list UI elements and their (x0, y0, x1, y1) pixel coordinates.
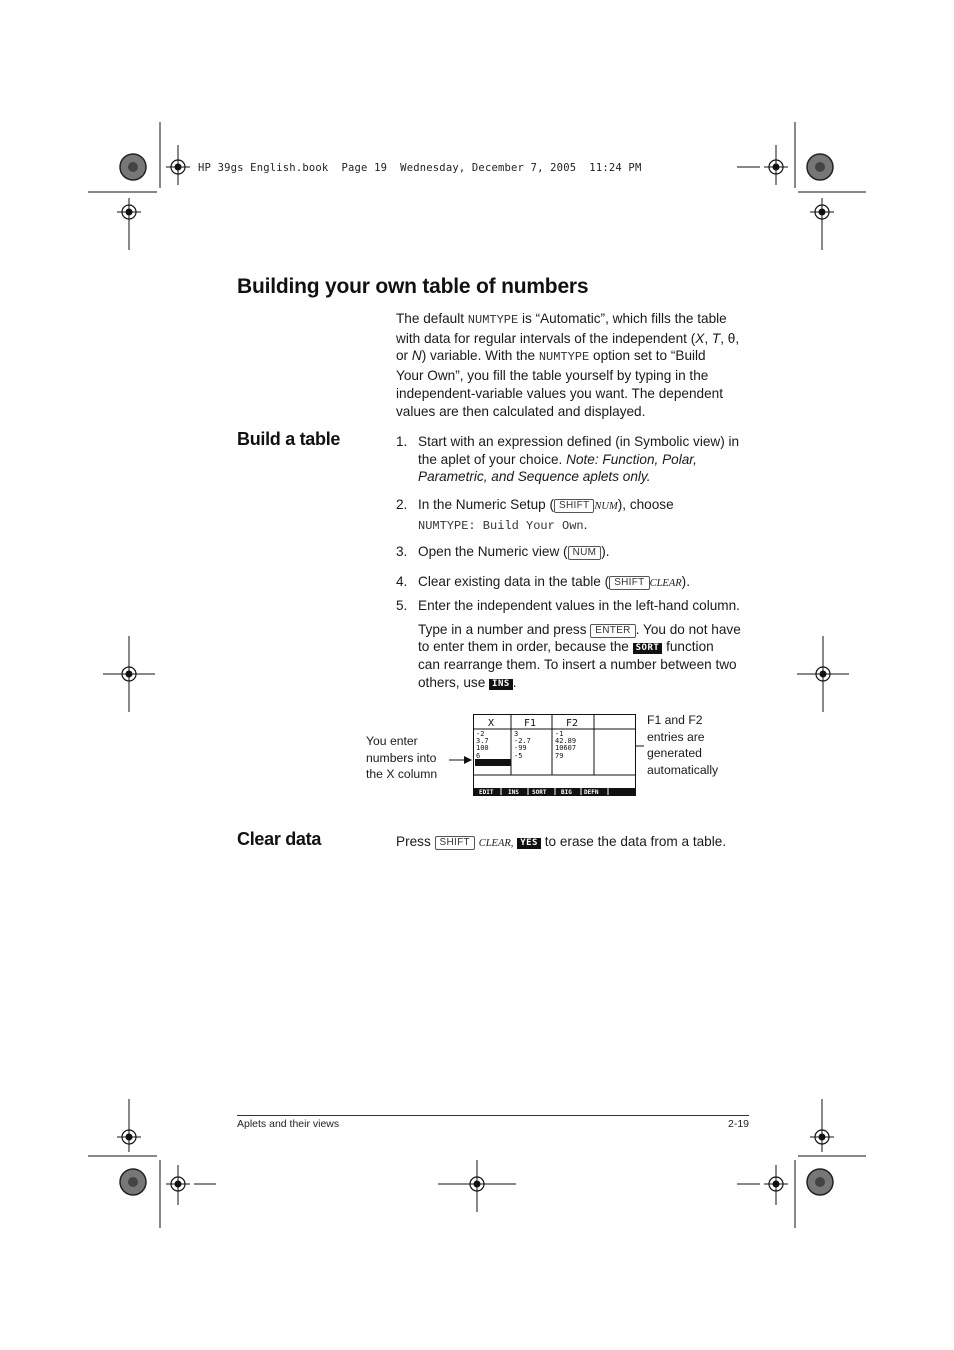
cell: -99 (514, 744, 527, 752)
menu-edit: EDIT (479, 789, 494, 795)
figure-left-caption: You enter numbers into the X column (366, 734, 438, 781)
clear-data-text: Press SHIFT CLEAR, YES to erase the data from a table. (396, 834, 727, 849)
sort-softkey: SORT (633, 643, 663, 654)
num-key-label: NUM (594, 501, 618, 512)
menu-defn: DEFN (584, 789, 599, 795)
cell: 3 (514, 730, 519, 738)
cell: 10607 (555, 744, 577, 752)
menu-sort: SORT (532, 789, 547, 795)
print-header: HP 39gs English.book Page 19 Wednesday, December 7, 2005 11:24 PM (198, 162, 642, 174)
step-1: 1. Start with an expression defined (in Symbolic view) in the aplet of your choice. Note: Function, Polar, Parametric, and Sequence aplets only. (396, 434, 740, 485)
ins-softkey: INS (489, 679, 513, 690)
cell: -1 (555, 730, 564, 738)
shift-key: SHIFT (435, 836, 475, 850)
menu-big: BIG (561, 789, 572, 795)
step-4: 4. Clear existing data in the table ( SHIFT CLEAR). (396, 574, 690, 589)
clear-key-label: CLEAR (649, 578, 682, 589)
numeric-view-table (474, 715, 635, 795)
num-key: NUM (568, 546, 602, 560)
cell: -2 (476, 730, 485, 738)
calculator-screen (473, 714, 636, 796)
enter-key: ENTER (590, 624, 635, 638)
intro-paragraph: The default NUMTYPE is “Automatic”, which fills the table with data for regular intervals of the independent (X, T, θ, or N) variable. With the NUMTYPE option set to “Build Your Own”, you fill the table yourself by typing in the independent-variable values you want. The dependent values are then calculated and displayed. (396, 311, 740, 419)
footer-page-number: 2-19 (727, 1118, 749, 1130)
shift-key: SHIFT (554, 499, 594, 513)
cell: 100 (476, 744, 489, 752)
step-3: 3. Open the Numeric view ( NUM ). (396, 544, 610, 559)
cell: -2.7 (514, 737, 531, 745)
page-title: Building your own table of numbers (237, 275, 589, 298)
footer-section-title: Aplets and their views (237, 1118, 340, 1130)
cell: 42.89 (555, 737, 577, 745)
section-heading-clear-data: Clear data (237, 829, 322, 849)
numtype-build-code: NUMTYPE: Build Your Own (418, 518, 584, 533)
cell: 6 (476, 752, 481, 760)
step-2: 2. In the Numeric Setup ( SHIFT NUM), choose NUMTYPE: Build Your Own. (396, 497, 674, 533)
numtype-code: NUMTYPE (467, 313, 519, 327)
clear-key-label: CLEAR, (478, 838, 514, 849)
figure-right-caption: F1 and F2 entries are generated automatically (647, 713, 719, 777)
col-header-x: X (488, 718, 495, 729)
shift-key: SHIFT (609, 576, 649, 590)
footer-rule (237, 1115, 749, 1116)
numtype-code: NUMTYPE (538, 350, 590, 365)
yes-softkey: YES (517, 838, 541, 849)
cell: -5 (514, 752, 523, 760)
section-heading-build-table: Build a table (237, 429, 341, 449)
col-header-f1: F1 (524, 718, 537, 729)
menu-ins: INS (508, 789, 519, 795)
col-header-f2: F2 (566, 718, 579, 729)
cell: 3.7 (476, 737, 489, 745)
step-5: 5. Enter the independent values in the left-hand column. Type in a number and press ENTER . You do not have to enter them in order, because the SORT function can rearrange them. To insert a number between two others, use INS . (396, 598, 741, 690)
cell: 79 (555, 752, 564, 760)
